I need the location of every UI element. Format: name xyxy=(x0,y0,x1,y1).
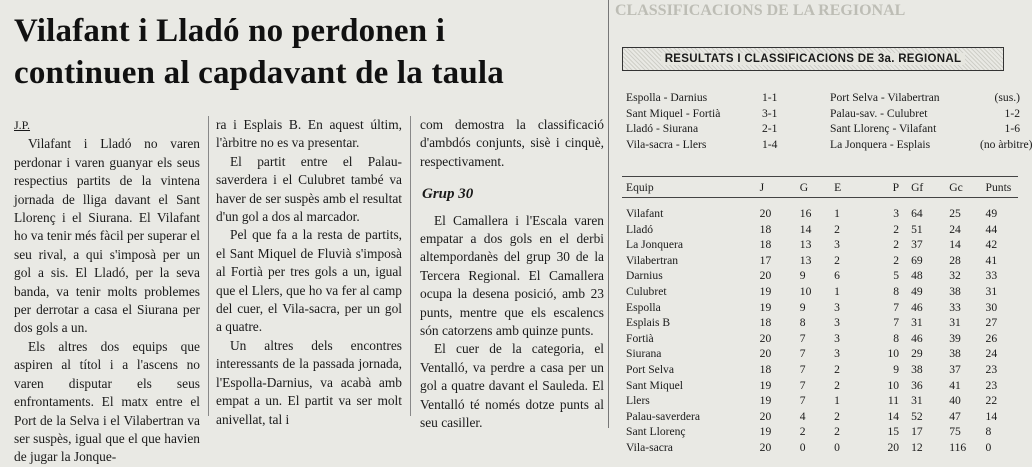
played: 20 xyxy=(759,440,772,454)
match-score: 1-4 xyxy=(762,137,778,151)
table-row xyxy=(626,206,1018,222)
lost: 14 xyxy=(887,409,900,423)
played: 19 xyxy=(759,394,772,408)
won: 8 xyxy=(799,316,806,330)
byline: J.P. xyxy=(14,118,31,132)
won: 7 xyxy=(799,331,806,345)
played: 18 xyxy=(759,238,772,252)
points: 44 xyxy=(985,222,998,236)
table-row xyxy=(626,300,1018,316)
team-name: Esplais B xyxy=(626,316,671,330)
drawn: 1 xyxy=(834,284,840,298)
drawn: 0 xyxy=(834,440,840,454)
drawn: 2 xyxy=(834,222,840,236)
paragraph: El cuer de la categoria, el Ventalló, va perdre a casa per un gol a quatre davant el Sauleda. El Ventalló té només dotze punts al seu casiller. xyxy=(420,341,604,431)
goals-against: 40 xyxy=(949,394,961,408)
won: 13 xyxy=(799,238,812,252)
table-row xyxy=(626,253,1018,269)
lost: 2 xyxy=(893,238,900,252)
goals-against: 32 xyxy=(949,269,961,283)
played: 19 xyxy=(759,284,772,298)
table-row xyxy=(626,331,1018,347)
column-rule xyxy=(410,116,411,416)
team-name: Palau-saverdera xyxy=(626,409,701,423)
lost: 15 xyxy=(887,425,900,439)
played: 20 xyxy=(759,347,772,361)
goals-against: 38 xyxy=(949,347,961,361)
played: 18 xyxy=(759,316,772,330)
goals-for: 31 xyxy=(911,316,923,330)
lost: 10 xyxy=(887,347,900,361)
header-played: J xyxy=(759,180,765,194)
team-name: Vilafant xyxy=(626,207,664,220)
points: 31 xyxy=(985,284,998,298)
goals-against: 75 xyxy=(949,425,961,439)
headline-line-2: continuen al capdavant de la taula xyxy=(14,55,504,91)
drawn: 2 xyxy=(834,409,840,423)
points: 27 xyxy=(985,316,998,330)
paragraph: ra i Esplais B. En aquest últim, l'àrbitre no es va presentar. xyxy=(216,117,402,151)
goals-for: 31 xyxy=(911,394,923,408)
table-row xyxy=(626,315,1018,331)
ghost-header-text: CLASSIFICACIONS DE LA REGIONAL xyxy=(615,2,906,19)
match-score: 3-1 xyxy=(762,106,778,120)
points: 33 xyxy=(985,269,998,283)
drawn: 2 xyxy=(834,362,840,376)
team-name: Siurana xyxy=(626,347,662,361)
table-row xyxy=(626,284,1018,300)
goals-for: 36 xyxy=(911,378,923,392)
played: 20 xyxy=(759,269,772,283)
played: 18 xyxy=(759,362,772,376)
won: 7 xyxy=(799,394,806,408)
points: 26 xyxy=(985,331,998,345)
goals-against: 47 xyxy=(949,409,961,423)
lost: 3 xyxy=(893,207,900,220)
goals-for: 48 xyxy=(911,269,923,283)
match-name: Lladó - Siurana xyxy=(626,122,699,135)
header-team: Equip xyxy=(626,180,654,194)
won: 9 xyxy=(799,269,806,283)
points: 41 xyxy=(985,253,998,267)
goals-for: 69 xyxy=(911,253,923,267)
points: 22 xyxy=(985,394,998,408)
paragraph: com demostra la classificació d'ambdós conjunts, sisè i cinquè, respectivament. xyxy=(420,117,604,169)
article-column-2 xyxy=(216,116,402,429)
won: 14 xyxy=(799,222,812,236)
won: 7 xyxy=(799,378,806,392)
goals-against: 14 xyxy=(949,238,961,252)
paragraph: El Camallera i l'Escala varen empatar a dos gols en el derbi altempordanès del grup 30 de la Tercera Regional. El Camallera ocupa la desena posició, amb 23 punts, mentre que els escalencs són catorzens amb quinze punts. xyxy=(420,212,604,339)
points: 30 xyxy=(985,300,998,314)
standings-table xyxy=(626,178,1018,456)
goals-against: 24 xyxy=(949,222,961,236)
team-name: Sant Miquel xyxy=(626,378,684,392)
table-top-rule xyxy=(622,176,1018,177)
match-name: Sant Miquel - Fortià xyxy=(626,106,721,120)
header-points: Punts xyxy=(985,180,1012,194)
lost: 7 xyxy=(893,316,900,330)
team-name: Sant Llorenç xyxy=(626,425,686,439)
header-goals-for: Gf xyxy=(911,180,924,194)
table-header xyxy=(626,178,1018,196)
article-column-3 xyxy=(420,116,604,433)
table-row xyxy=(626,440,1018,456)
lost: 20 xyxy=(887,440,900,454)
goals-against: 41 xyxy=(949,378,961,392)
team-name: Llers xyxy=(626,394,650,408)
headline xyxy=(14,10,610,94)
header-lost: P xyxy=(892,180,900,194)
drawn: 2 xyxy=(834,425,840,439)
team-name: Darnius xyxy=(626,269,663,283)
result-row xyxy=(626,137,1032,153)
header-goals-against: Gc xyxy=(949,180,963,194)
won: 7 xyxy=(799,362,806,376)
drawn: 2 xyxy=(834,253,840,267)
goals-for: 37 xyxy=(911,238,923,252)
played: 20 xyxy=(759,207,772,220)
result-row xyxy=(626,121,1022,137)
played: 17 xyxy=(759,253,772,267)
section-divider xyxy=(608,0,609,428)
result-row xyxy=(626,90,1022,106)
team-name: Fortià xyxy=(626,331,654,345)
points: 49 xyxy=(985,207,998,220)
lost: 2 xyxy=(893,253,900,267)
paragraph: Els altres dos equips que aspiren al títol i a l'ascens no varen disputar els seus enfrontaments. El matx entre el Port de la Selva i el Vilabertran va ser suspès, igual que el que havien de jugar la Jonque- xyxy=(14,338,200,465)
goals-for: 17 xyxy=(911,425,923,439)
drawn: 3 xyxy=(834,316,840,330)
goals-for: 46 xyxy=(911,331,923,345)
team-name: Culubret xyxy=(626,284,667,298)
results-banner xyxy=(622,47,1004,71)
goals-for: 46 xyxy=(911,300,923,314)
goals-for: 12 xyxy=(911,440,923,454)
paragraph: El partit entre el Palau-saverdera i el Culubret també va haver de ser suspès amb el resultat d'un gol a dos al marcador. xyxy=(216,153,402,225)
table-row xyxy=(626,393,1018,409)
goals-for: 64 xyxy=(911,207,923,220)
match-score: 1-1 xyxy=(762,91,778,104)
goals-for: 29 xyxy=(911,347,923,361)
match-score: 1-6 xyxy=(1004,122,1020,135)
results-banner-title: RESULTATS I CLASSIFICACIONS DE 3a. REGIONAL xyxy=(661,53,966,65)
played: 19 xyxy=(759,425,772,439)
goals-against: 116 xyxy=(949,440,967,454)
match-name: Palau-sav. - Culubret xyxy=(830,106,928,120)
lost: 8 xyxy=(893,331,900,345)
drawn: 6 xyxy=(834,269,840,283)
table-row xyxy=(626,346,1018,362)
won: 0 xyxy=(799,440,806,454)
team-name: Port Selva xyxy=(626,362,674,376)
lost: 10 xyxy=(887,378,900,392)
played: 20 xyxy=(759,409,772,423)
lost: 9 xyxy=(893,362,900,376)
drawn: 3 xyxy=(834,331,840,345)
played: 18 xyxy=(759,222,772,236)
won: 2 xyxy=(799,425,806,439)
lost: 8 xyxy=(893,284,900,298)
table-row xyxy=(626,362,1018,378)
won: 4 xyxy=(799,409,806,423)
team-name: Lladó xyxy=(626,222,654,236)
results-list xyxy=(626,90,1032,152)
team-name: Vila-sacra xyxy=(626,440,673,454)
goals-against: 39 xyxy=(949,331,961,345)
drawn: 3 xyxy=(834,347,840,361)
goals-for: 51 xyxy=(911,222,923,236)
table-row xyxy=(626,237,1018,253)
paragraph: Vilafant i Lladó no varen perdonar i varen guanyar els seus respectius partits de la vintena jornada de lliga davant el Sant Llorenç i el Siurana. El Vilafant ho va tenir més fàcil per superar el seu rival, a qui s'imposà per un gol a sis. El Lladó, per la seva banda, va tenir molts problemes per derrotar a casa el Siurana per dos gols a un. xyxy=(14,136,200,336)
match-score: (no àrbitre) xyxy=(980,137,1032,151)
subheading-grup-30: Grup 30 xyxy=(422,186,474,203)
table-row xyxy=(626,424,1018,440)
points: 42 xyxy=(985,238,998,252)
lost: 5 xyxy=(893,269,900,283)
goals-for: 52 xyxy=(911,409,923,423)
goals-against: 31 xyxy=(949,316,961,330)
drawn: 2 xyxy=(834,378,840,392)
headline-line-1: Vilafant i Lladó no perdonen i xyxy=(14,13,446,49)
table-row xyxy=(626,222,1018,238)
played: 20 xyxy=(759,331,772,345)
match-name: Vila-sacra - Llers xyxy=(626,137,707,151)
points: 23 xyxy=(985,362,998,376)
won: 9 xyxy=(799,300,806,314)
points: 14 xyxy=(985,409,998,423)
won: 10 xyxy=(799,284,812,298)
lost: 7 xyxy=(893,300,900,314)
paragraph: Pel que fa a la resta de partits, el Sant Miquel de Fluvià s'imposà al Fortià per tres gols a un, igual que el Llers, que ho va fer al camp del cuer, el Vila-sacra, per un gol a quatre. xyxy=(216,227,402,335)
team-name: Espolla xyxy=(626,300,661,314)
lost: 11 xyxy=(887,394,900,408)
goals-for: 38 xyxy=(911,362,923,376)
table-row xyxy=(626,268,1018,284)
column-rule xyxy=(208,116,209,416)
goals-against: 33 xyxy=(949,300,961,314)
table-row xyxy=(626,409,1018,425)
match-name: Port Selva - Vilabertran xyxy=(830,91,940,104)
goals-against: 28 xyxy=(949,253,961,267)
match-score: 1-2 xyxy=(1004,106,1020,120)
goals-for: 49 xyxy=(911,284,923,298)
match-name: La Jonquera - Esplais xyxy=(830,137,931,151)
won: 7 xyxy=(799,347,806,361)
team-name: Vilabertran xyxy=(626,253,679,267)
points: 24 xyxy=(985,347,998,361)
drawn: 1 xyxy=(834,394,840,408)
drawn: 3 xyxy=(834,238,840,252)
match-name: Sant Llorenç - Vilafant xyxy=(830,122,937,135)
played: 19 xyxy=(759,300,772,314)
match-score: 2-1 xyxy=(762,122,778,135)
match-name: Espolla - Darnius xyxy=(626,91,708,104)
goals-against: 38 xyxy=(949,284,961,298)
drawn: 1 xyxy=(834,207,840,220)
header-won: G xyxy=(799,180,809,194)
lost: 2 xyxy=(893,222,900,236)
points: 8 xyxy=(985,425,992,439)
table-row xyxy=(626,378,1018,394)
paragraph: Un altres dels encontres interessants de la passada jornada, l'Espolla-Darnius, va acabà amb empat a un. El partit va ser molt anivellat, tal i xyxy=(216,337,402,427)
played: 19 xyxy=(759,378,772,392)
points: 0 xyxy=(985,440,992,454)
drawn: 3 xyxy=(834,300,840,314)
goals-against: 37 xyxy=(949,362,961,376)
won: 16 xyxy=(799,207,812,220)
points: 23 xyxy=(985,378,998,392)
article-column-1 xyxy=(14,116,200,467)
header-drawn: E xyxy=(834,180,842,194)
match-score: (sus.) xyxy=(994,91,1020,104)
won: 13 xyxy=(799,253,812,267)
team-name: La Jonquera xyxy=(626,238,683,252)
table-body xyxy=(626,206,1018,456)
result-row xyxy=(626,106,1022,122)
goals-against: 25 xyxy=(949,207,961,220)
